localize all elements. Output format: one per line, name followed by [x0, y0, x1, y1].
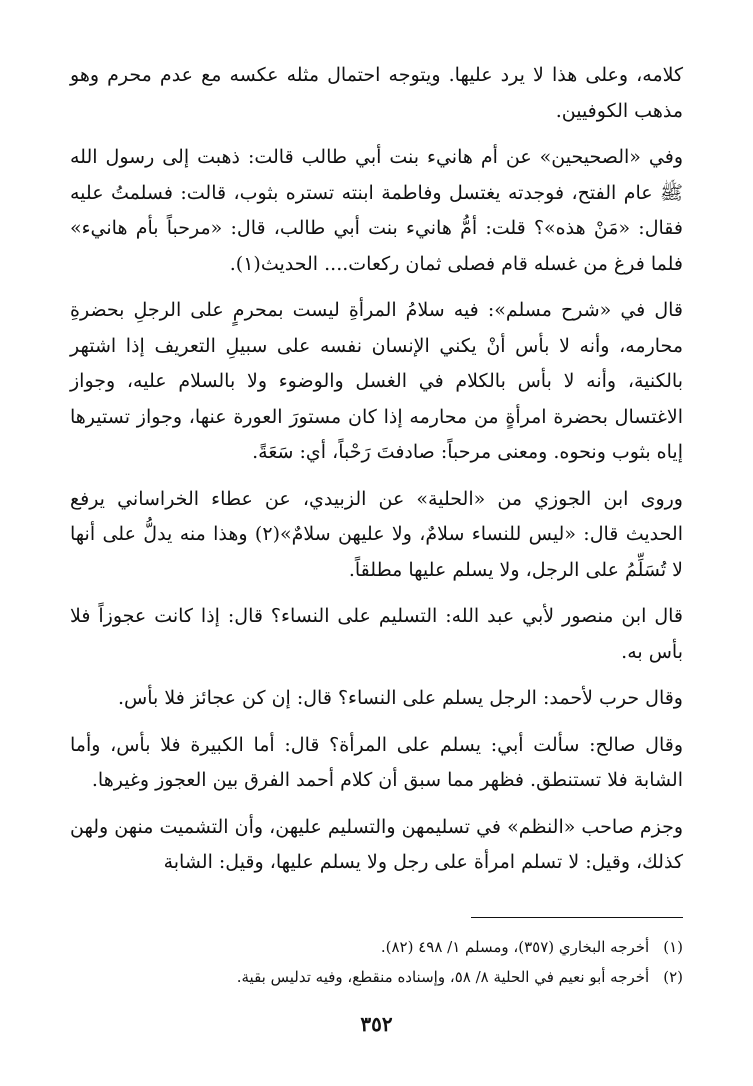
paragraph-2: وفي «الصحيحين» عن أم هانيء بنت أبي طالب قالت: ذهبت إلى رسول الله ﷺ عام الفتح، فوجدته يغتسل وفاطمة ابنته تستره بثوب، قالت: فسلمتُ عليه فقال: «مَنْ هذه»؟ قلت: أمُّ هانيء بنت أبي طالب، قال: «مرحباً بأم هانيء» فلما فرغ من غسله قام فصلى ثمان ركعات.... الحديث(١). — [70, 146, 683, 275]
paragraph-8: وجزم صاحب «النظم» في تسليمهن والتسليم عليهن، وأن التشميت منهن ولهن كذلك، وقيل: لا تسلم امرأة على رجل ولا يسلم عليها، وقيل: الشابة — [70, 815, 683, 873]
footnote-number: (١) — [663, 938, 683, 956]
page-number: ٣٥٢ — [360, 1012, 393, 1036]
paragraph-3: قال في «شرح مسلم»: فيه سلامُ المرأةِ ليست بمحرمٍ على الرجلِ بحضرةِ محارمه، وأنه لا بأس أنْ يكني الإنسان نفسه على سبيلِ التعريف إذا اشتهر بالكنية، وأنه لا بأس بالكلام في الغسل والوضوء ولا بالسلام عليه، وجواز الاغتسال بحضرة امرأةٍ من محارمه إذا كان مستورَ العورة عنها، وجواز تستيرها إياه بثوب ونحوه. ومعنى مرحباً: صادفتَ رَحْباً، أي: سَعَةً. — [70, 299, 683, 463]
paragraph-6: وقال حرب لأحمد: الرجل يسلم على النساء؟ قال: إن كن عجائز فلا بأس. — [118, 687, 683, 709]
footnote-2 — [70, 962, 683, 992]
footnote-1 — [70, 932, 683, 962]
paragraph-1: كلامه، وعلى هذا لا يرد عليها. ويتوجه احتمال مثله عكسه مع عدم محرم وهو مذهب الكوفيين. — [70, 64, 683, 122]
footnote-separator — [471, 917, 683, 918]
footnote-text: أخرجه البخاري (٣٥٧)، ومسلم ١/ ٤٩٨ (٨٢). — [380, 938, 650, 956]
footnotes — [70, 932, 683, 992]
footnote-number: (٢) — [663, 968, 683, 986]
paragraph-7: وقال صالح: سألت أبي: يسلم على المرأة؟ قال: أما الكبيرة فلا بأس، وأما الشابة فلا تستنطق. فظهر مما سبق أن كلام أحمد الفرق بين العجوز وغيرها. — [70, 733, 683, 791]
main-text — [70, 58, 683, 892]
paragraph-5: قال ابن منصور لأبي عبد الله: التسليم على النساء؟ قال: إذا كانت عجوزاً فلا بأس به. — [70, 605, 683, 663]
paragraph-4: وروى ابن الجوزي من «الحلية» عن الزبيدي، عن عطاء الخراساني يرفع الحديث قال: «ليس للنساء سلامٌ، ولا عليهن سلامٌ»(٢) وهذا منه يدلُّ على أنها لا تُسَلِّمُ على الرجل، ولا يسلم عليها مطلقاً. — [70, 487, 683, 581]
footnote-text: أخرجه أبو نعيم في الحلية ٨/ ٥٨، وإسناده منقطع، وفيه تدليس بقية. — [236, 968, 650, 986]
